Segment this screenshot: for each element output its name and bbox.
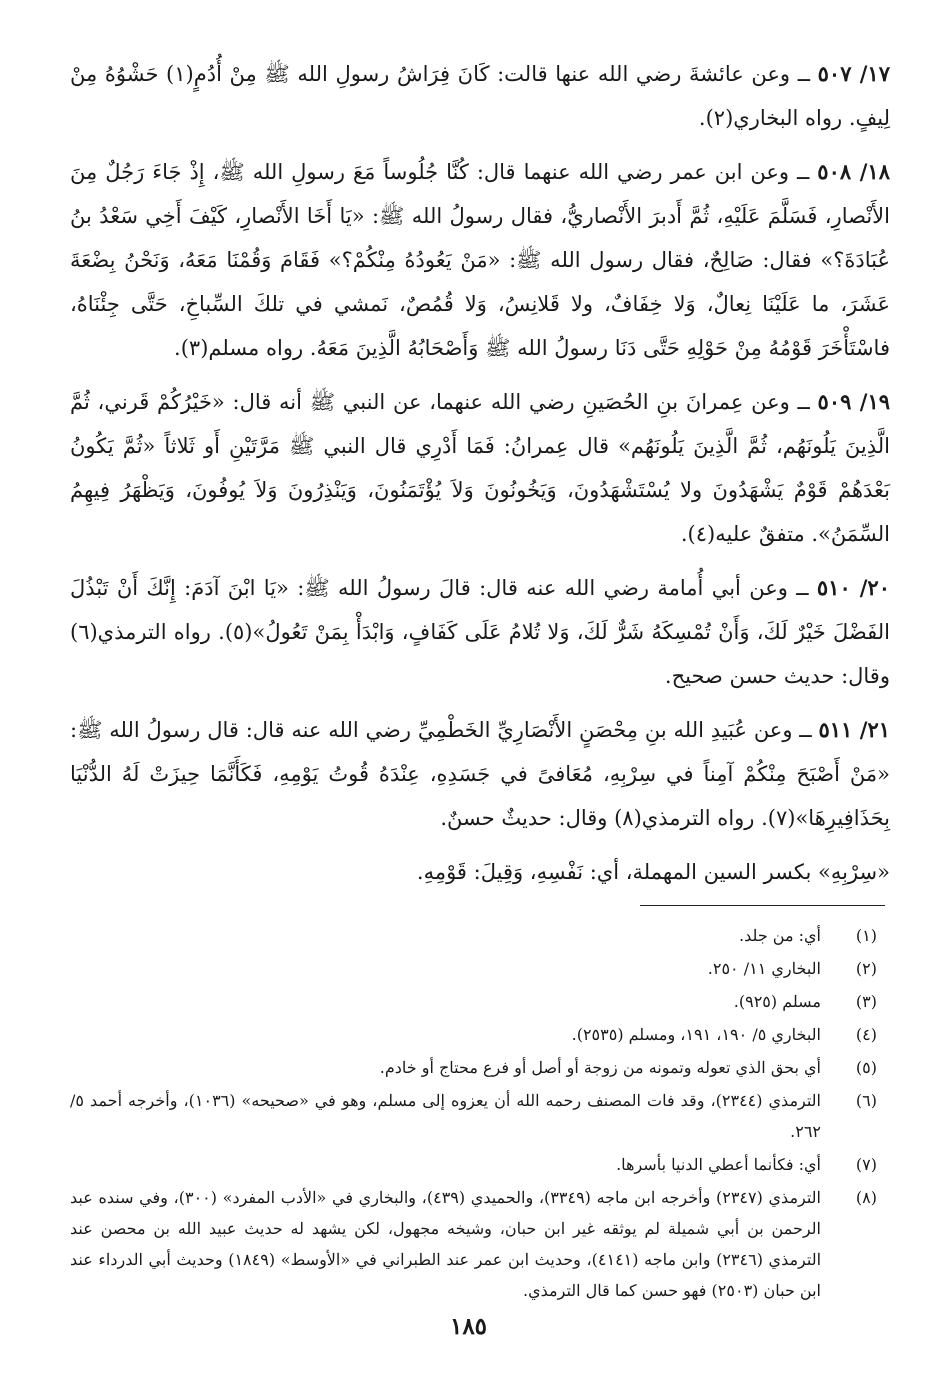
footnote — [70, 953, 885, 984]
hadith-number: ٢٠/ ٥١٠ — [816, 575, 890, 600]
footnote-text: البخاري ١١/ ٢٥٠. — [707, 959, 821, 978]
footnote-text: أي: فكأنما أعطي الدنيا بأسرها. — [616, 1155, 821, 1174]
hadith-text: ــ وعن ابن عمر رضي الله عنهما قال: كُنَّا جُلُوساً مَعَ رسولِ الله ﷺ، إِذْ جَاءَ رَجُلٌ مِنَ الأَنْصارِ، فَسَلَّمَ عَلَيْهِ، ثُمَّ أَدبرَ الأَنْصاريُّ، فقال رسولُ الله ﷺ: «يَا أَخَا الأَنْصارِ، كَيْفَ أَخِي سَعْدُ بنُ عُبَادَةَ؟» فقال: صَالِحٌ، فقال رسول الله ﷺ: «مَنْ يَعُودُهُ مِنْكُمْ؟» فَقَامَ وَقُمْنَا مَعَهُ، وَنَحْنُ بِضْعَةَ عَشَرَ، ما عَلَيْنَا نِعالٌ، وَلا خِفَافٌ، ولا قَلانِسُ، وَلا قُمُصٌ، نَمشي في تلكَ السِّباخِ، حَتَّى جِئْنَاهُ، فاسْتَأْخَرَ قَوْمُهُ مِنْ حَوْلِهِ حَتَّى دَنَا رسولُ الله ﷺ وَأَصْحَابُهُ الَّذِينَ مَعَهُ. رواه مسلم(٣). — [70, 160, 890, 360]
footnote — [70, 1052, 885, 1083]
footnotes — [70, 920, 885, 1308]
footnote-marker: (٣) — [855, 992, 877, 1011]
footnote-text: أي بحق الذي تعوله وتمونه من زوجة أو أصل أو فرع محتاج أو خادم. — [379, 1058, 821, 1077]
hadith-509 — [70, 380, 890, 556]
footnote-marker: (٢) — [855, 959, 877, 978]
footnote — [70, 986, 885, 1017]
footnote-marker: (٤) — [855, 1025, 877, 1044]
footnote-marker: (٥) — [855, 1058, 877, 1077]
footnote — [70, 1019, 885, 1050]
hadith-number: ١٧/ ٥٠٧ — [817, 61, 890, 86]
hadith-text: ــ وعن عُبَيدِ الله بنِ مِحْصَنٍ الأَنْصَارِيِّ الخَطْمِيِّ رضي الله عنه قال: قال رسولُ الله ﷺ: «مَنْ أَصْبَحَ مِنْكُمْ آمِناً في سِرْبِهِ، مُعَافىً في جَسَدِهِ، عِنْدَهُ قُوتُ يَوْمِهِ، فَكَأَنَّمَا حِيزَتْ لَهُ الدُّنْيَا بِحَذَافِيرِهَا»(٧). رواه الترمذي(٨) وقال: حديثٌ حسنٌ. — [70, 718, 890, 830]
hadith-number: ٢١/ ٥١١ — [818, 717, 890, 742]
footnote-marker: (١) — [855, 926, 877, 945]
hadith-number: ١٩/ ٥٠٩ — [817, 389, 890, 414]
hadith-511 — [70, 708, 890, 840]
footnote-text: أي: من جلد. — [739, 926, 821, 945]
word-explanation: «سِرْبِهِ» بكسر السين المهملة، أي: نَفْسِهِ، وَقِيلَ: قَوْمِهِ. — [416, 860, 890, 884]
footnote-text: الترمذي (٢٣٤٤)، وقد فات المصنف رحمه الله أن يعزوه إلى مسلم، وهو في «صحيحه» (١٠٣٦)، وأخرجه أحمد ٥/ ٢٦٢. — [70, 1091, 822, 1141]
hadith-text: ــ وعن عائشةَ رضي الله عنها قالت: كَانَ فِرَاشُ رسولِ الله ﷺ مِنْ أُدُمٍ(١) حَشْوُهُ مِنْ لِيفٍ. رواه البخاري(٢). — [70, 62, 890, 130]
footnote — [70, 1149, 885, 1180]
footnote — [70, 920, 885, 951]
hadith-text: ــ وعن عِمرانَ بنِ الحُصَينِ رضي الله عنهما، عن النبي ﷺ أنه قال: «خَيْرُكُمْ قَرني، ثُمَّ الَّذِينَ يَلُونَهُم، ثُمَّ الَّذِينَ يَلُونَهُم» قال عِمرانُ: فَمَا أَدْرِي قال النبي ﷺ مَرَّتَيْنِ أَو ثَلاثاً «ثُمَّ يَكُونُ بَعْدَهُمْ قَوْمٌ يَشْهَدُونَ ولا يُسْتَشْهَدُونَ، وَيَخُونُونَ وَلاَ يُؤْتَمَنُونَ، وَيَنْذِرُونَ وَلاَ يُوفُونَ، وَيَظْهَرُ فِيهِمُ السِّمَنُ». متفقٌ عليه(٤). — [70, 390, 890, 546]
footnote-text: مسلم (٩٢٥). — [733, 992, 821, 1011]
main-text — [70, 52, 890, 904]
hadith-number: ١٨/ ٥٠٨ — [817, 159, 890, 184]
footnote-divider — [640, 905, 885, 906]
footnote-marker: (٦) — [855, 1091, 877, 1110]
footnote-text: البخاري ٥/ ١٩٠، ١٩١، ومسلم (٢٥٣٥). — [571, 1025, 821, 1044]
hadith-510 — [70, 566, 890, 698]
footnote — [70, 1085, 885, 1147]
footnote-text: الترمذي (٢٣٤٧) وأخرجه ابن ماجه (٣٣٤٩)، والحميدي (٤٣٩)، والبخاري في «الأدب المفرد» (٣٠٠)، وفي سنده عبد الرحمن بن أبي شميلة لم يوثقه غير ابن حبان، وشيخه مجهول، لكن يشهد له حديث عبيد الله بن محصن عند الترمذي (٢٣٤٦) وابن ماجه (٤١٤١)، وحديث ابن عمر عند الطبراني في «الأوسط» (١٨٤٩) وحديث أبي الدرداء عند ابن حبان (٢٥٠٣) فهو حسن كما قال الترمذي. — [70, 1188, 822, 1300]
footnote-marker: (٧) — [855, 1155, 877, 1174]
page-number: ١٨٥ — [449, 1313, 488, 1340]
hadith-507 — [70, 52, 890, 140]
footnote-marker: (٨) — [855, 1188, 877, 1207]
footnote — [70, 1182, 885, 1306]
hadith-508 — [70, 150, 890, 370]
hadith-text: ــ وعن أبي أُمامة رضي الله عنه قال: قالَ رسولُ الله ﷺ: «يَا ابْنَ آدَمَ: إِنَّكَ أَنْ تَبْذُلَ الفَضْلَ خَيْرٌ لَكَ، وَأَنْ تُمْسِكَهُ شَرٌّ لَكَ، وَلا تُلامُ عَلَى كَفَافٍ، وَابْدَأْ بِمَنْ تَعُولُ»(٥). رواه الترمذي(٦) وقال: حديث حسن صحيح. — [70, 576, 890, 688]
